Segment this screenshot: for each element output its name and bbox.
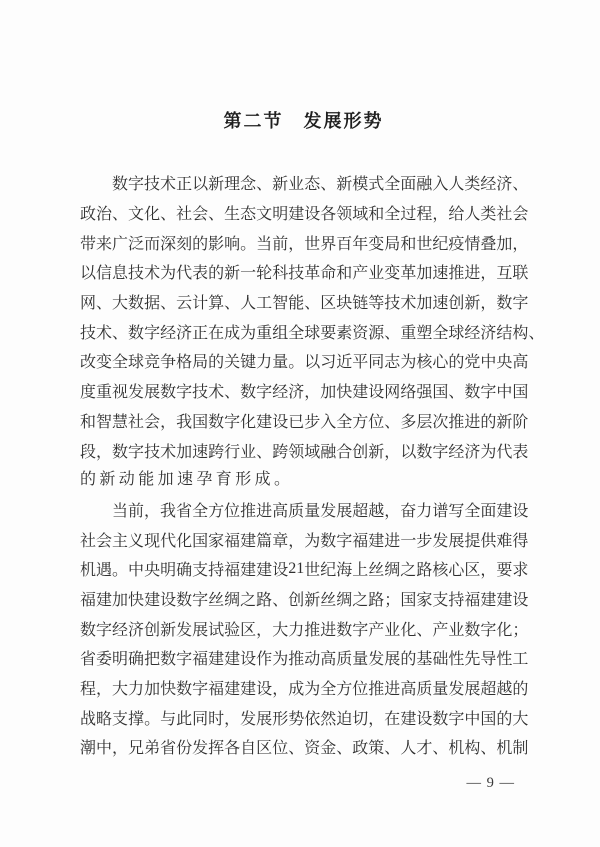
section-title: 第二节 发展形势 [223, 111, 384, 131]
text-line: 度 重 视 发 展 数 字 技 术 、 数 字 经 济 ， 加 快 建 设 网 络 强 国 、 数 字 中 国 [80, 384, 529, 402]
text-line: 技 术 、 数 字 经 济 正 在 成 为 重 组 全 球 要 素 资 源 、 重 塑 全 球 经 济 结 构 、 [80, 324, 545, 342]
text-line: 福 建 加 快 建 设 数 字 丝 绸 之 路 、 创 新 丝 绸 之 路 ； 国 家 支 持 福 建 建 设 [80, 591, 529, 609]
text-line: 数 字 技 术 正 以 新 理 念 、 新 业 态 、 新 模 式 全 面 融 入 人 类 经 济 、 [112, 176, 529, 194]
text-line: 的新动能加速孕育形成。 [80, 470, 294, 488]
text-line: 改 变 全 球 竞 争 格 局 的 关 键 力 量 。 以 习 近 平 同 志 为 核 心 的 党 中 央 高 [80, 354, 529, 372]
text-line: 机 遇 。 中 央 明 确 支 持 福 建 建 设 21 世 纪 海 上 丝 绸 之 路 核 心 区 ， 要 求 [80, 559, 529, 580]
text-line: 战 略 支 撑 。 与 此 同 时 ， 发 展 形 势 依 然 迫 切 ， 在 建 设 数 字 中 国 的 大 [80, 710, 529, 728]
text-line: 以 信 息 技 术 为 代 表 的 新 一 轮 科 技 革 命 和 产 业 变 革 加 速 推 进 ， 互 联 [80, 265, 529, 283]
text-line: 数 字 经 济 创 新 发 展 试 验 区 ， 大 力 推 进 数 字 产 业 化 、 产 业 数 字 化 ； [80, 621, 529, 639]
text-line: 网 、 大 数 据 、 云 计 算 、 人 工 智 能 、 区 块 链 等 技 术 加 速 创 新 ， 数 字 [80, 295, 529, 313]
text-line: 政 治 、 文 化 、 社 会 、 生 态 文 明 建 设 各 领 域 和 全 过 程 ， 给 人 类 社 会 [80, 206, 529, 224]
text-line: 程 ， 大 力 加 快 数 字 福 建 建 设 ， 成 为 全 方 位 推 进 高 质 量 发 展 超 越 的 [80, 681, 529, 699]
document-body [80, 168, 545, 762]
page-number: — 9 — [466, 775, 515, 791]
text-line: 当 前 ， 我 省 全 方 位 推 进 高 质 量 发 展 超 越 ， 奋 力 谱 写 全 面 建 设 [112, 502, 529, 520]
text-line: 和 智 慧 社 会 ， 我 国 数 字 化 建 设 已 步 入 全 方 位 、 多 层 次 推 进 的 新 阶 [80, 413, 529, 431]
text-line: 社 会 主 义 现 代 化 国 家 福 建 篇 章 ， 为 数 字 福 建 进 一 步 发 展 提 供 难 得 [80, 532, 529, 550]
text-line: 潮 中 ， 兄 弟 省 份 发 挥 各 自 区 位 、 资 金 、 政 策 、 人 才 、 机 构 、 机 制 [80, 740, 529, 758]
text-line: 段 ， 数 字 技 术 加 速 跨 行 业 、 跨 领 域 融 合 创 新 ， 以 数 字 经 济 为 代 表 [80, 443, 529, 461]
text-line: 带 来 广 泛 而 深 刻 的 影 响 。 当 前 ， 世 界 百 年 变 局 和 世 纪 疫 情 叠 加 ， [80, 235, 529, 253]
text-line: 省 委 明 确 把 数 字 福 建 建 设 作 为 推 动 高 质 量 发 展 的 基 础 性 先 导 性 工 [80, 651, 529, 669]
